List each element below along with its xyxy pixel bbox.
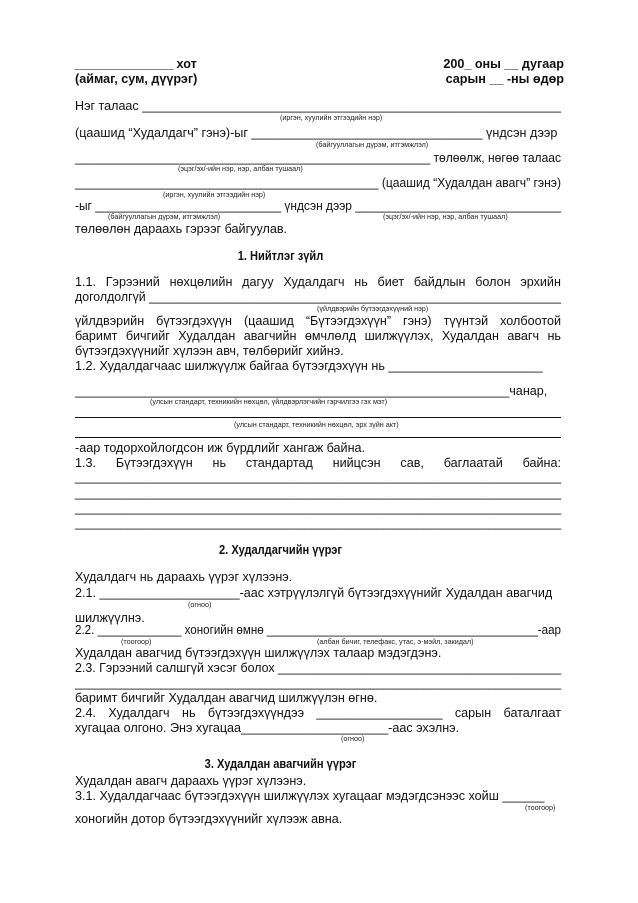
intro-line-3: _____________________________________________________ төлөөлж, нөгөө талаас — [75, 151, 562, 165]
section-2-line-5: Худалдан авагчид бүтээгдэхүүн шилжүүлэх талаар мэдэгдэнэ. — [75, 646, 442, 660]
section-2-line-4: 2.2. _____________ хоногийн өмнө __________________________________________-аар — [75, 623, 561, 637]
section-1-blank-line-4: __________________________________________________________________________ — [75, 516, 562, 530]
section-1-p2-divider — [75, 437, 561, 438]
section-1-blank-line-1: __________________________________________________________________________ — [75, 470, 562, 484]
section-2-line-2: 2.1. ____________________-аас хэтрүүлэлгүй бүтээгдэхүүнийг Худалдан авагчид — [75, 586, 553, 600]
intro-line-6: төлөөлөн дараахь гэрээг байгуулав. — [75, 222, 288, 236]
header-date-line: 200_ оны __ дугаар — [443, 57, 564, 71]
section-3-line-3: хоногийн дотор бүтээгдэхүүнийг хүлээж авна. — [75, 812, 343, 826]
section-1-p1-line-2: доголдолгүй ____________________________________________________________ — [75, 290, 561, 304]
intro-hint-3: (эцэг/эх/-ийн нэр, нэр, албан тушаал) — [178, 164, 303, 173]
section-1-p2-line-4: -аар тодорхойлогдсон иж бүрдлийг хангаж байна. — [75, 441, 366, 455]
intro-hint-5a: (байгууллагын дүрэм, итгэмжлэл) — [108, 212, 221, 221]
section-3-title: 3. Худалдан авагчийн үүрэг — [204, 757, 357, 771]
intro-line-5: -ыг ____________________________ үндсэн дээр _______________________________ — [75, 199, 562, 213]
section-1-p2-line-1: 1.2. Худалдагчаас шилжүүлж байгаа бүтээгдэхүүн нь ______________________ — [75, 359, 543, 373]
section-1-blank-line-2: __________________________________________________________________________ — [75, 486, 562, 500]
section-2-hint-10: (огноо) — [341, 734, 365, 743]
section-1-p2-blank-rule — [75, 417, 561, 418]
section-1-p1-line-4: баримт бичгийг Худалдан авагчийн өмчлөлд шилжүүлэх, Худалдан авагч нь — [75, 329, 561, 343]
section-2-line-1: Худалдагч нь дараахь үүрэг хүлээнэ. — [75, 570, 293, 584]
section-1-p2-line-2: ______________________________________________________________чанар, — [75, 384, 548, 398]
intro-hint-5b: (эцэг/эх/-ийн нэр, нэр, албан тушаал) — [383, 212, 508, 221]
section-1-p2-hint-3: (улсын стандарт, техникийн нөхцөл, эрх зүйн акт) — [234, 420, 399, 429]
section-2-hint-4a: (тоогоор) — [121, 637, 152, 646]
section-2-hint-4b: (албан бичиг, телефакс, утас, э-мэйл, закидал) — [317, 637, 474, 646]
header-city-line: ______________ хот — [75, 57, 197, 71]
section-2-hint-2: (огноо) — [188, 600, 212, 609]
section-2-line-7: __________________________________________________________________________ — [75, 676, 562, 690]
intro-line-2: (цаашид “Худалдагч” гэнэ)-ыг _________________________________ үндсэн дээр — [75, 126, 558, 140]
intro-hint-4: (иргэн, хуулийн этгээдийн нэр) — [163, 190, 266, 199]
section-2-line-3: шилжүүлнэ. — [75, 611, 145, 625]
section-3-hint-2: (тоогоор) — [525, 803, 556, 812]
section-2-line-8: баримт бичгийг Худалдан авагчид шилжүүлэн өгнө. — [75, 691, 378, 705]
section-1-p1-line-1: 1.1. Гэрээний нөхцөлийн дагуу Худалдагч нь биет байдлын болон эрхийн — [75, 275, 561, 289]
section-1-p2-hint-2: (улсын стандарт, техникийн нөхцөл, үйлдвэрлэгчийн гэрчилгээ гэх мэт) — [150, 397, 388, 406]
section-1-p1-hint-2: (үйлдвэрийн бүтээгдэхүүний нэр) — [317, 304, 429, 313]
section-1-blank-line-3: __________________________________________________________________________ — [75, 501, 562, 515]
header-city-hint: (аймаг, сум, дүүрэг) — [75, 72, 198, 86]
section-2-title: 2. Худалдагчийн үүрэг — [219, 543, 342, 557]
intro-line-1: Нэг талаас ____________________________________________________________ — [75, 99, 561, 113]
section-3-line-2: 3.1. Худалдагчаас бүтээгдэхүүн шилжүүлэх хугацааг мэдэгдсэнээс хойш ______ — [75, 789, 545, 803]
section-2-line-10: хугацаа олгоно. Энэ хугацаа_____________________-аас эхэлнэ. — [75, 721, 460, 735]
section-1-p1-line-3: үйлдвэрийн бүтээгдэхүүн (цаашид “Бүтээгдэхүүн” гэнэ) түүнтэй холбоотой — [75, 314, 561, 328]
header-date-line-2: сарын __ -ны өдөр — [445, 72, 564, 86]
section-2-line-6: 2.3. Гэрээний салшгүй хэсэг болох _________________________________________ — [75, 661, 561, 675]
intro-hint-2: (байгууллагын дүрэм, итгэмжлэл) — [316, 140, 429, 149]
section-1-p3-line-1: 1.3. Бүтээгдэхүүн нь стандартад нийцсэн сав, баглаатай байна: — [75, 456, 561, 470]
section-1-title: 1. Нийтлэг зүйл — [237, 249, 324, 263]
section-2-line-9: 2.4. Худалдагч нь бүтээгдэхүүндээ __________________ сарын баталгаат — [75, 706, 561, 720]
intro-line-4: _____________________________________________ (цаашид “Худалдан авагч” гэнэ) — [75, 176, 562, 190]
intro-hint-1: (иргэн, хуулийн этгээдийн нэр) — [280, 113, 383, 122]
section-1-p1-line-5: бүтээгдэхүүнийг хүлээн авч, төлбөрийг хийнэ. — [75, 344, 344, 358]
section-3-line-1: Худалдан авагч дараахь үүрэг хүлээнэ. — [75, 774, 307, 788]
